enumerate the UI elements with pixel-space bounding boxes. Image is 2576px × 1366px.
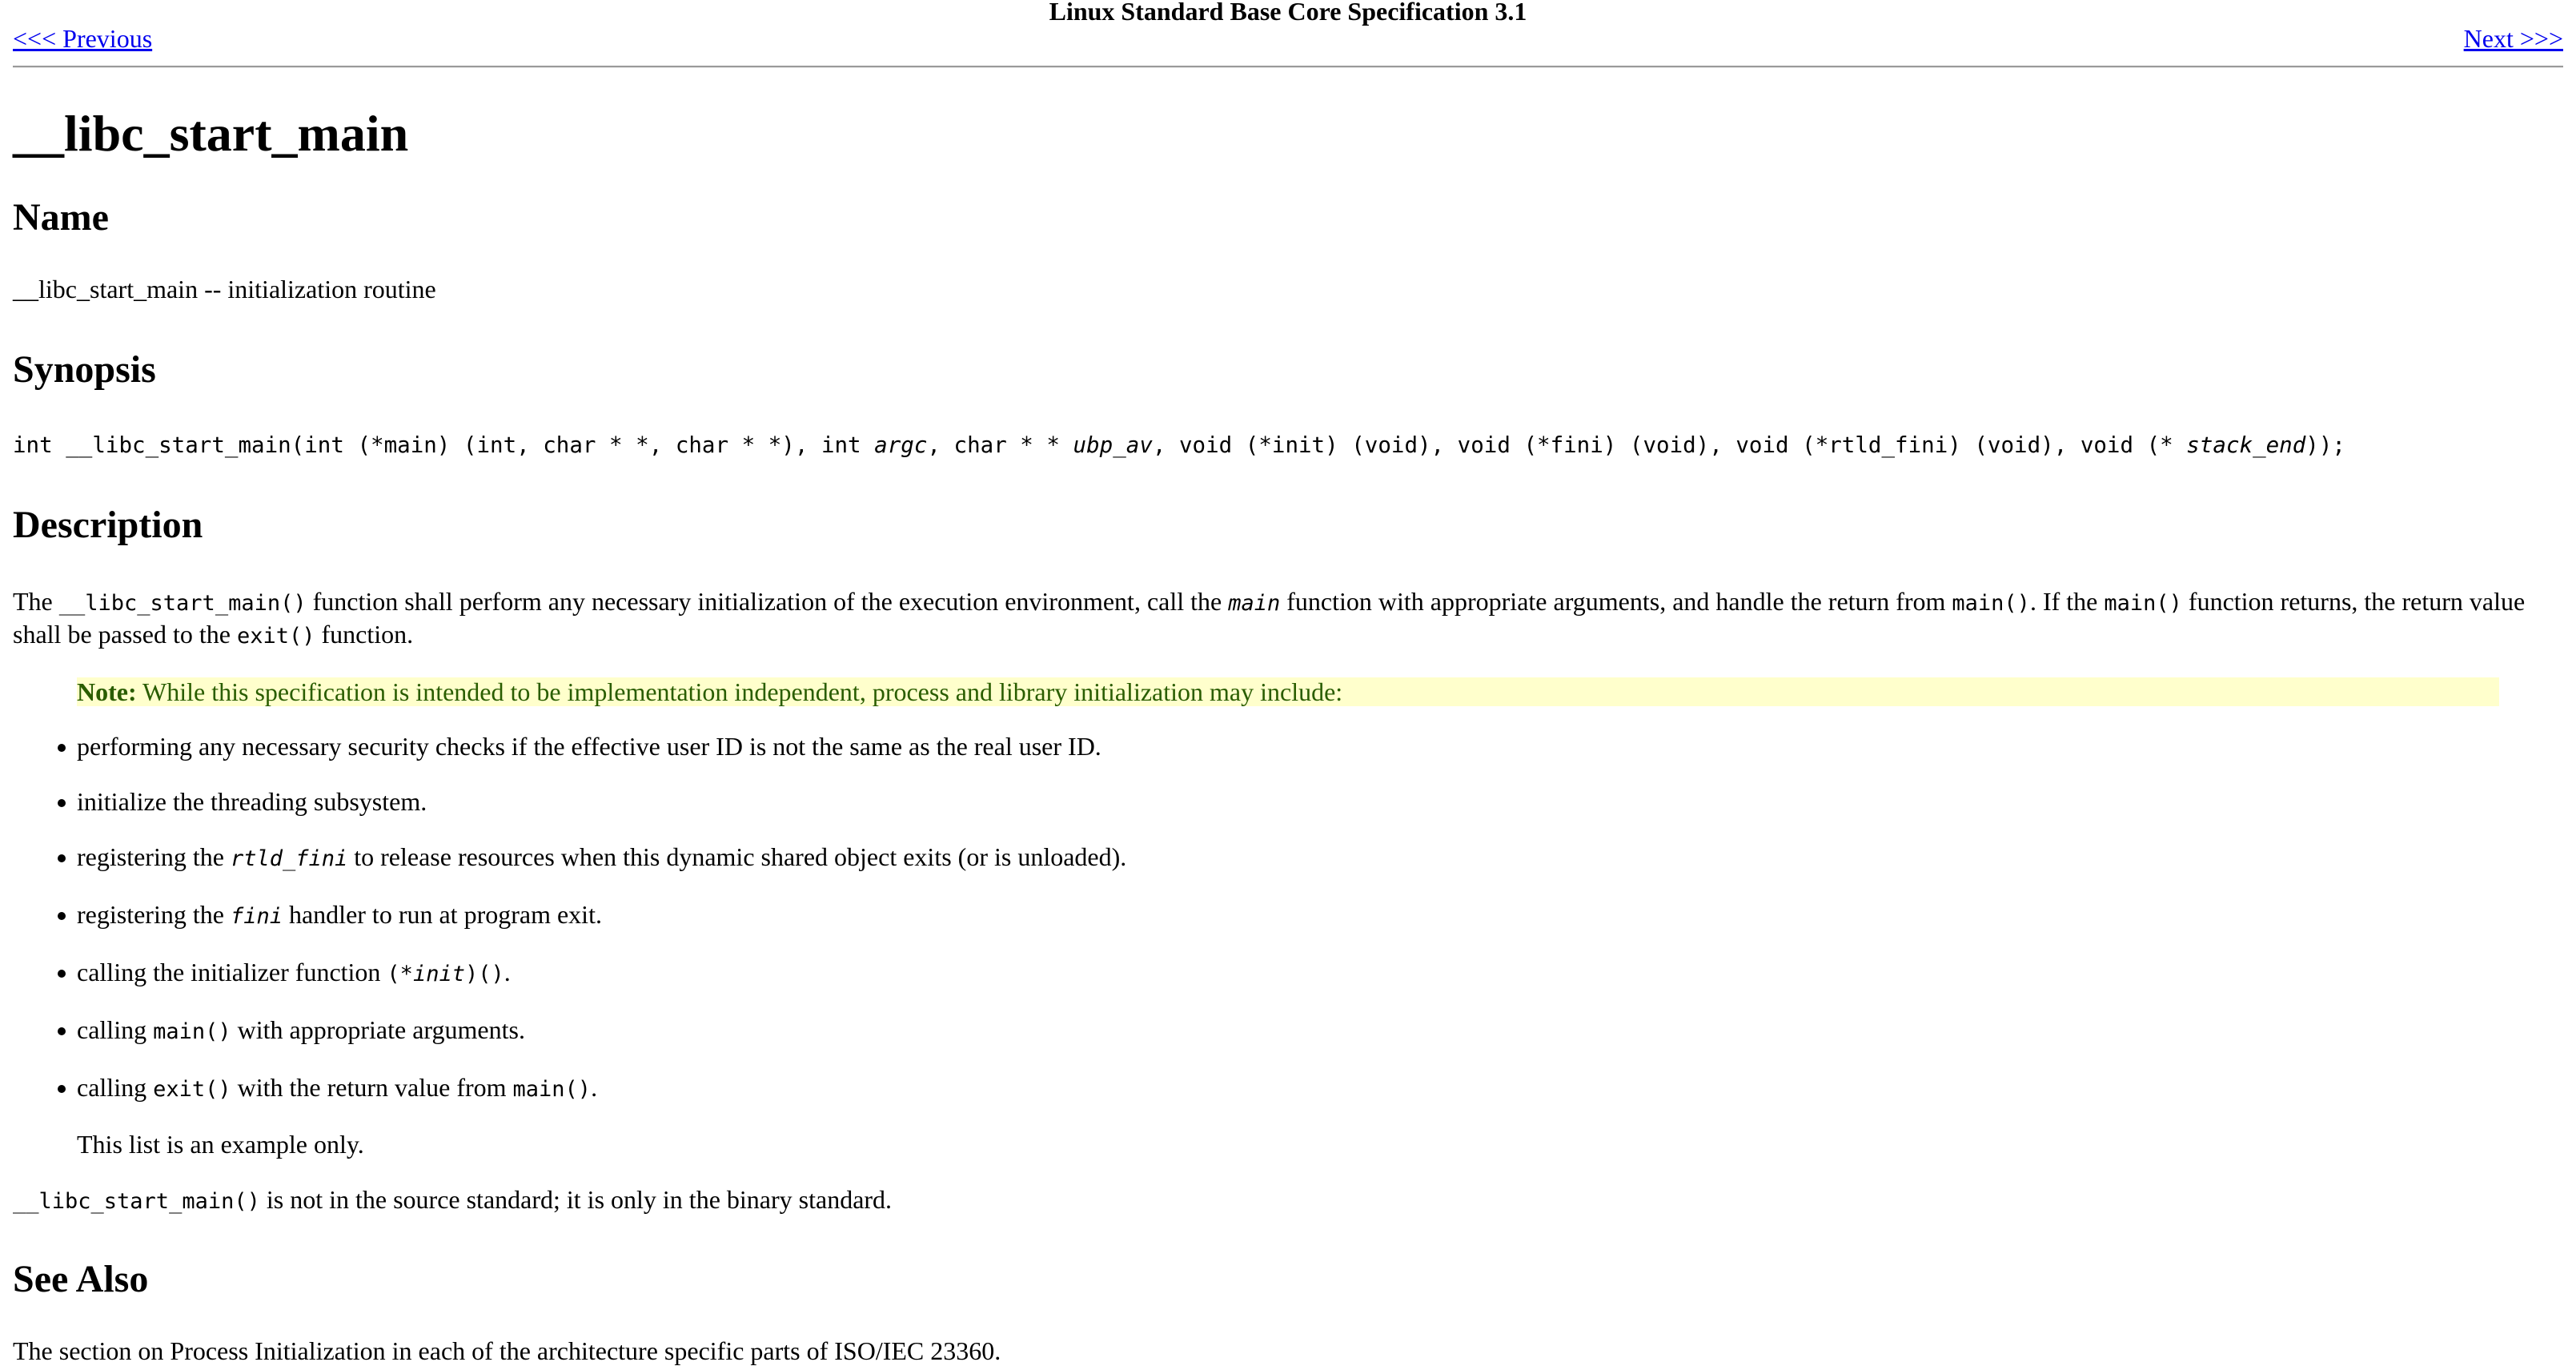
list-item-text: performing any necessary security checks if the effective user ID is not the same as the real user ID. — [77, 732, 1101, 761]
document-title: Linux Standard Base Core Specification 3.1 — [1049, 0, 1527, 26]
text-run: to release resources when this dynamic shared object exits (or is unloaded). — [347, 842, 1127, 871]
text-run: . — [504, 958, 511, 986]
text-run: with the return value from — [231, 1073, 513, 1102]
synopsis-part: )); — [2305, 432, 2345, 458]
code-main: main() — [512, 1077, 592, 1102]
page-title: __libc_start_main — [13, 105, 409, 162]
text-run: calling the initializer function — [77, 958, 387, 986]
description-paragraph — [13, 586, 2563, 652]
emphasis-main: main — [1228, 591, 1281, 616]
example-note: This list is an example only. — [77, 1130, 364, 1159]
text-run: calling — [77, 1073, 154, 1102]
code-main: main() — [2104, 591, 2182, 616]
code-main: main() — [1952, 591, 2030, 616]
text-run: function shall perform any necessary initialization of the execution environment, call the — [306, 587, 1229, 616]
text-run: handler to run at program exit. — [282, 900, 602, 929]
see-also-text: The section on Process Initialization in each of the architecture specific parts of ISO/IEC 23360. — [13, 1336, 1001, 1365]
text-run: The — [13, 587, 59, 616]
list-item — [77, 786, 2563, 817]
description-heading: Description — [13, 504, 203, 546]
next-link[interactable]: Next >>> — [2463, 24, 2563, 53]
text-run: . If the — [2029, 587, 2105, 616]
initialization-list — [13, 731, 2563, 1105]
text-run: is not in the source standard; it is only in the binary standard. — [259, 1185, 893, 1214]
emphasis-init: init — [412, 962, 465, 986]
name-heading: Name — [13, 196, 109, 239]
list-item — [77, 899, 2563, 932]
text-run: with appropriate arguments. — [231, 1015, 525, 1044]
emphasis-rtld-fini: rtld_fini — [230, 846, 348, 871]
note-label: Note: — [77, 677, 137, 706]
emphasis-fini: fini — [230, 904, 283, 929]
code-init-close: )() — [464, 962, 504, 986]
synopsis-part: , void (*init) (void), void (*fini) (void), void (*rtld_fini) (void), void (* — [1152, 432, 2187, 458]
note-text: While this specification is intended to be implementation independent, process and library initialization may include: — [136, 677, 1343, 706]
header-divider — [13, 66, 2563, 68]
list-item — [77, 1072, 2563, 1105]
note-callout — [77, 677, 2499, 706]
code-libc-start-main: __libc_start_main() — [13, 1189, 260, 1214]
synopsis-heading: Synopsis — [13, 348, 156, 391]
text-run: calling — [77, 1015, 154, 1044]
param-ubp-av: ubp_av — [1073, 432, 1153, 458]
code-init-open: (* — [387, 962, 413, 986]
text-run: registering the — [77, 842, 231, 871]
text-run: function returns, the return value shall be passed to the — [13, 587, 2526, 649]
synopsis-part: int __libc_start_main(int (*main) (int, char * *, char * *), int — [13, 432, 875, 458]
param-stack-end: stack_end — [2186, 432, 2306, 458]
name-text: __libc_start_main -- initialization routine — [13, 275, 436, 303]
list-item — [77, 731, 2563, 761]
example-block — [77, 1129, 2499, 1159]
binary-standard-note — [13, 1184, 2563, 1217]
text-run: . — [591, 1073, 598, 1102]
code-exit: exit() — [153, 1077, 231, 1102]
see-also-heading: See Also — [13, 1258, 149, 1300]
text-run: function. — [315, 620, 414, 649]
navigation-header — [13, 0, 2563, 67]
text-run: registering the — [77, 900, 231, 929]
synopsis-part: , char * * — [927, 432, 1073, 458]
code-exit: exit() — [236, 624, 315, 649]
list-item — [77, 842, 2563, 874]
note-block — [77, 677, 2499, 706]
code-main: main() — [153, 1019, 231, 1044]
list-item-text: initialize the threading subsystem. — [77, 787, 427, 816]
code-libc-start-main: __libc_start_main() — [58, 591, 307, 616]
list-item — [77, 957, 2563, 990]
previous-link[interactable]: <<< Previous — [13, 24, 153, 53]
synopsis-code — [13, 431, 2563, 460]
list-item — [77, 1014, 2563, 1047]
text-run: function with appropriate arguments, and handle the return from — [1280, 587, 1952, 616]
param-argc: argc — [874, 432, 928, 458]
